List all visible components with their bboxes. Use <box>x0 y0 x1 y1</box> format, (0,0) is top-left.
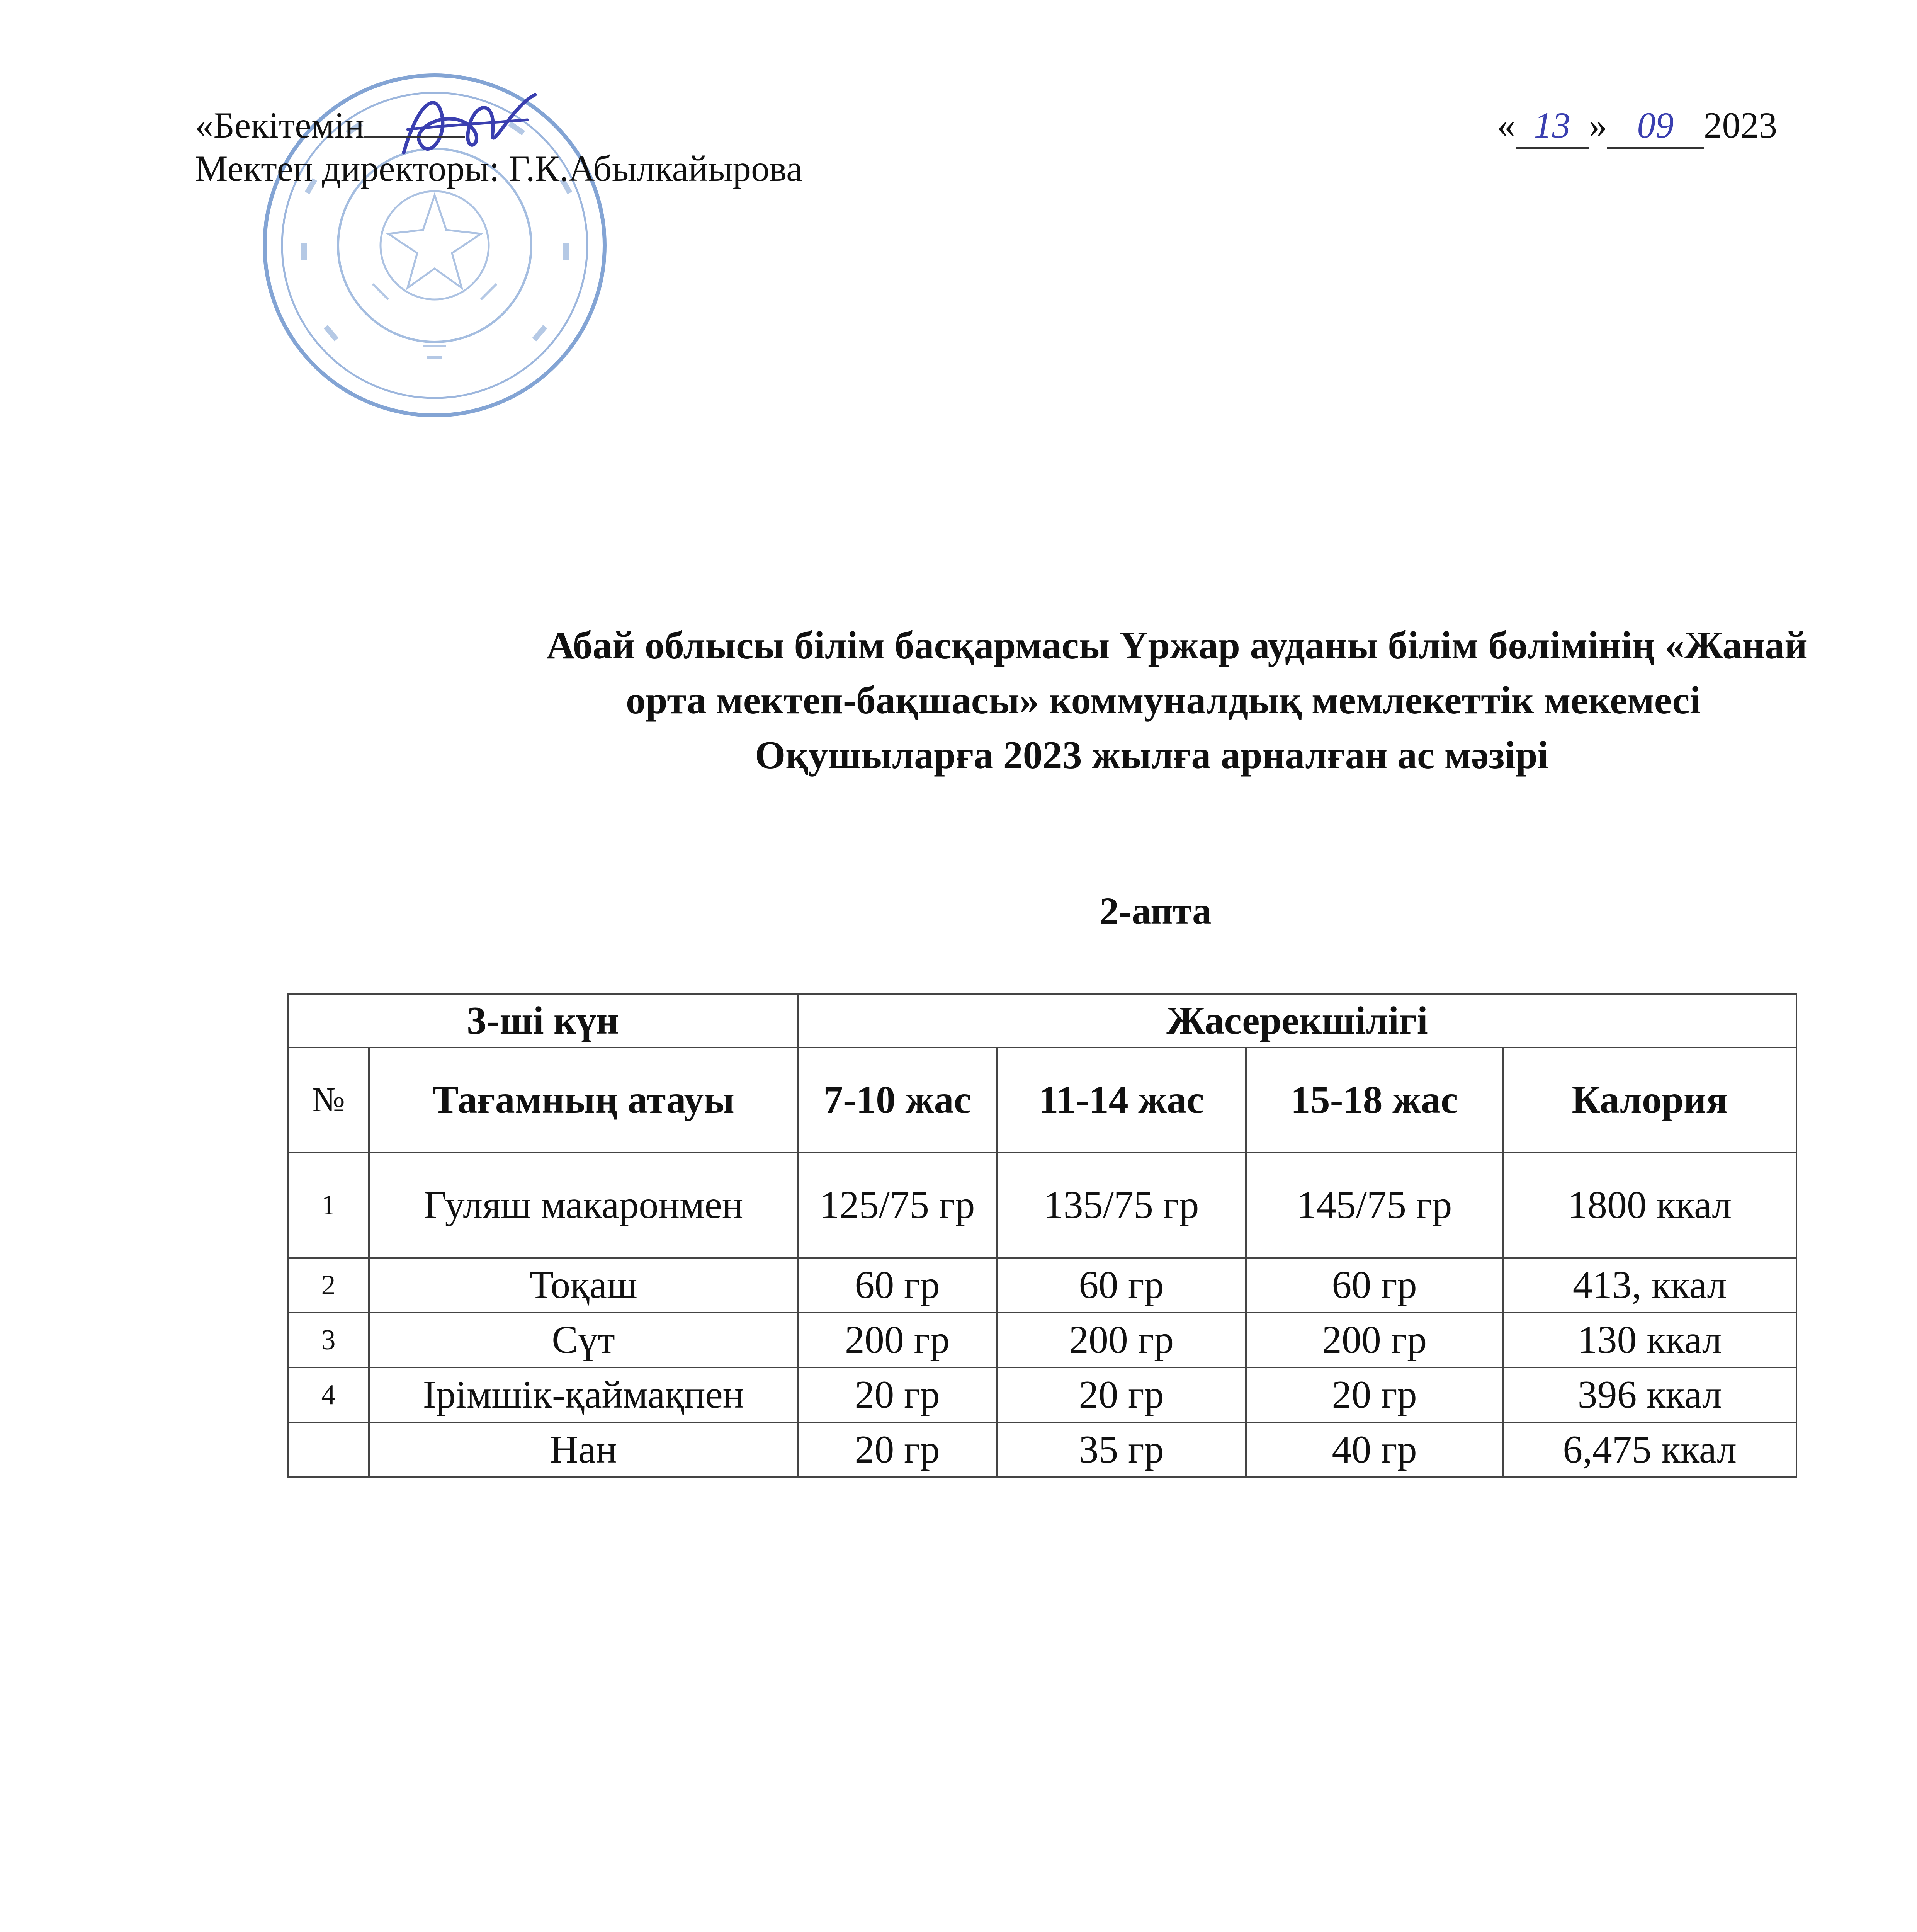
title-line-3: Оқушыларға 2023 жылға арналған ас мәзірі <box>755 733 1548 777</box>
table-row <box>288 1313 1796 1367</box>
column-header-dish: Тағамның атауы <box>369 1048 798 1153</box>
portion-11-14: 20 гр <box>997 1367 1246 1422</box>
title-line-2: орта мектеп-бақшасы» коммуналдық мемлекеттік мекемесі <box>626 679 1701 722</box>
calories: 413, ккал <box>1503 1258 1796 1313</box>
table-header-row-1 <box>288 994 1796 1048</box>
calories: 1800 ккал <box>1503 1153 1796 1258</box>
column-header-age-15-18: 15-18 жас <box>1246 1048 1503 1153</box>
table-header-row-2 <box>288 1048 1796 1153</box>
day-header: 3-ші күн <box>288 994 798 1048</box>
table-row <box>288 1153 1796 1258</box>
dish-name: Сүт <box>369 1313 798 1367</box>
column-header-age-7-10: 7-10 жас <box>798 1048 997 1153</box>
row-number: 1 <box>288 1153 369 1258</box>
portion-11-14: 200 гр <box>997 1313 1246 1367</box>
portion-7-10: 200 гр <box>798 1313 997 1367</box>
date-close-quote: » <box>1589 105 1607 146</box>
dish-name: Нан <box>369 1422 798 1477</box>
column-header-age-11-14: 11-14 жас <box>997 1048 1246 1153</box>
portion-15-18: 200 гр <box>1246 1313 1503 1367</box>
row-number <box>288 1422 369 1477</box>
table-row <box>288 1258 1796 1313</box>
portion-7-10: 125/75 гр <box>798 1153 997 1258</box>
portion-11-14: 35 гр <box>997 1422 1246 1477</box>
portion-7-10: 20 гр <box>798 1422 997 1477</box>
portion-7-10: 20 гр <box>798 1367 997 1422</box>
date-open-quote: « <box>1497 105 1516 146</box>
calories: 130 ккал <box>1503 1313 1796 1367</box>
calories: 396 ккал <box>1503 1367 1796 1422</box>
column-header-number: № <box>288 1048 369 1153</box>
portion-7-10: 60 гр <box>798 1258 997 1313</box>
table-row <box>288 1422 1796 1477</box>
calories: 6,475 ккал <box>1503 1422 1796 1477</box>
portion-11-14: 135/75 гр <box>997 1153 1246 1258</box>
portion-11-14: 60 гр <box>997 1258 1246 1313</box>
date-day: 13 <box>1516 104 1589 149</box>
approval-label: «Бекітемін <box>195 104 465 147</box>
dish-name: Гуляш макаронмен <box>369 1153 798 1258</box>
dish-name: Тоқаш <box>369 1258 798 1313</box>
row-number: 2 <box>288 1258 369 1313</box>
approval-date <box>1497 104 1777 149</box>
director-line: Мектеп директоры: Г.К.Абылкайырова <box>195 148 803 189</box>
portion-15-18: 20 гр <box>1246 1367 1503 1422</box>
title-line-1: Абай облысы білім басқармасы Үржар ауданы білім бөлімінің «Жанай <box>546 624 1807 667</box>
row-number: 3 <box>288 1313 369 1367</box>
portion-15-18: 145/75 гр <box>1246 1153 1503 1258</box>
portion-15-18: 60 гр <box>1246 1258 1503 1313</box>
row-number: 4 <box>288 1367 369 1422</box>
portion-15-18: 40 гр <box>1246 1422 1503 1477</box>
dish-name: Ірімшік-қаймақпен <box>369 1367 798 1422</box>
menu-table <box>287 993 1797 1478</box>
column-header-calories: Калория <box>1503 1048 1796 1153</box>
date-month: 09 <box>1607 104 1704 149</box>
age-group-header: Жасерекшілігі <box>798 994 1796 1048</box>
week-label: 2-апта <box>1100 889 1212 932</box>
date-year: 2023 <box>1704 105 1777 146</box>
table-row <box>288 1367 1796 1422</box>
